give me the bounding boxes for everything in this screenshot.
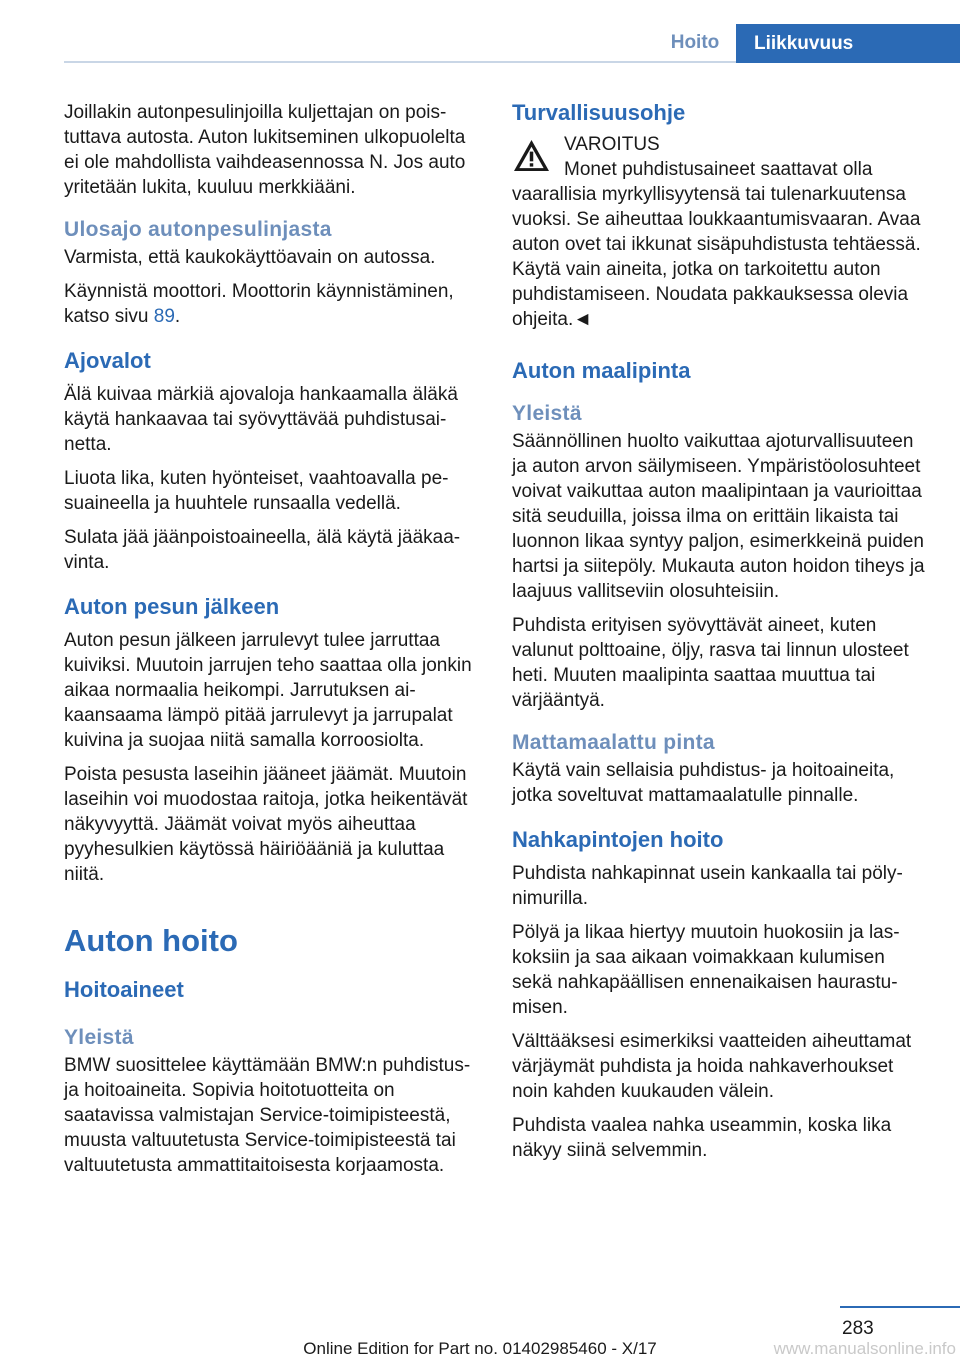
footer-edition: Online Edition for Part no. 01402985460 - X/17 (303, 1339, 657, 1358)
heading-yleista-left: Yleistä (64, 1026, 134, 1049)
nahka-paragraph-3: Välttääksesi esimerkiksi vaatteiden aiheuttamat värjäymät puhdista ja hoida nahkaverhoukset noin kahden kuukauden välein. (512, 1031, 912, 1102)
left-column (64, 100, 482, 1187)
ulosajo-paragraph-2 (64, 279, 482, 329)
footer-rule (840, 1306, 960, 1308)
page-number: 283 (842, 1318, 874, 1339)
heading-maalipinta: Auton maalipinta (512, 358, 691, 383)
heading-ajovalot: Ajovalot (64, 348, 151, 373)
nahka-paragraph-4: Puhdista vaalea nahka useammin, koska lika näkyy siinä selvemmin. (512, 1115, 892, 1161)
ajovalot-paragraph-3: Sulata jää jäänpoistoaineella, älä käytä jääkaavinta. (64, 527, 461, 573)
tab-liikkuvuus[interactable]: Liikkuvuus (736, 24, 960, 63)
tab-hoito[interactable]: Hoito (670, 32, 720, 53)
warning-title: VAROITUS (564, 134, 660, 155)
section-title-auton-hoito: Auton hoito (64, 923, 238, 958)
heading-hoitoaineet: Hoitoaineet (64, 977, 184, 1002)
ajovalot-paragraph-2: Liuota lika, kuten hyönteiset, vaahtoavalla pesuaineella ja huuhtele runsaalla vedellä. (64, 468, 449, 514)
warning-text: vaarallisia myrkyllisyytensä tai tulenarkuutensa vuoksi. Se aiheuttaa loukkaantumisvaaran. Avaa auton ovet tai ikkunat sisäpuhdistusta tehtäessä. Käytä vain aineita, jotka on tarkoitettu auton puhdistamiseen. Noudata pakkauksessa olevia ohjeita.◄ (512, 184, 921, 330)
ulosajo-paragraph-1: Varmista, että kaukokäyttöavain on autossa. (64, 247, 436, 268)
heading-ulosajo: Ulosajo autonpesulinjasta (64, 218, 332, 241)
yleista-left-paragraph: BMW suosittelee käyttämään BMW:n puhdistus- ja hoitoaineita. Sopivia hoitotuotteita on saatavissa valmistajan Service-toimipisteestä, muusta valtuutetusta Service-toimipisteestä tai valtuutetusta ammattitaitoisesta korjaamosta. (64, 1055, 471, 1176)
yleista-right-paragraph-2: Puhdista erityisen syövyttävät aineet, kuten valunut polttoaine, öljy, rasva tai linnun ulosteet heti. Muuten maalipinta saattaa muuttua tai värjääntyä. (512, 615, 909, 711)
nahka-paragraph-1: Puhdista nahkapinnat usein kankaalla tai pölynimurilla. (512, 863, 903, 909)
heading-pesun-jalkeen: Auton pesun jälkeen (64, 594, 280, 619)
warning-text-line-1: Monet puhdistusaineet saattavat olla (564, 159, 873, 180)
heading-yleista-right: Yleistä (512, 402, 582, 425)
nahka-paragraph-2: Pölyä ja likaa hiertyy muutoin huokosiin ja laskoksiin ja saa aikaan voimakkaan kulumisen sekä nahkapäällisen ennenaikaisen haurastumisen. (512, 922, 900, 1018)
ulosajo-text: Käynnistä moottori. Moottorin käynnistäminen, katso sivu (64, 281, 454, 327)
pesun-paragraph-1: Auton pesun jälkeen jarrulevyt tulee jarruttaa kuiviksi. Muutoin jarrujen teho saattaa olla jonkin aikaa normaalia heikompi. Jarrutuksen aikaansaama lämpö pitää jarrulevyt ja jarrupalat kuivina ja suojaa niitä samalla korroosiolta. (64, 630, 472, 751)
warning-box (512, 132, 930, 332)
watermark: www.manualsonline.info (773, 1339, 956, 1358)
page-link-89[interactable]: 89 (153, 306, 175, 327)
intro-paragraph: Joillakin autonpesulinjoilla kuljettajan on poistuttava autosta. Auton lukitseminen ulkopuolelta ei ole mahdollista vaihdeasennossa N. Jos auto yritetään lukita, kuuluu merkkiääni. (64, 102, 466, 198)
ulosajo-period: . (174, 306, 181, 327)
ajovalot-paragraph-1: Älä kuivaa märkiä ajovaloja hankaamalla äläkä käytä hankaavaa tai syövyttävää puhdistusainetta. (64, 384, 458, 455)
yleista-right-paragraph-1: Säännöllinen huolto vaikuttaa ajoturvallisuuteen ja auton arvon säilymiseen. Ympäristöolosuhteet voivat vaikuttaa auton maalipintaan ja vaurioittaa sitä seuduilla, joissa ilma on erittäin likaista tai luonnon likaa syntyy paljon, esimerkkeinä puiden hartsi ja siitepöly. Mukauta auton hoidon tiheys ja laajuus vallitseviin olosuhteisiin. (512, 431, 925, 602)
heading-turvallisuusohje: Turvallisuusohje (512, 100, 686, 125)
heading-nahkapintojen-hoito: Nahkapintojen hoito (512, 827, 724, 852)
heading-mattamaalattu: Mattamaalattu pinta (512, 731, 715, 754)
mattamaalattu-paragraph: Käytä vain sellaisia puhdistus- ja hoitoaineita, jotka soveltuvat mattamaalatulle pinnalle. (512, 760, 895, 806)
pesun-paragraph-2: Poista pesusta laseihin jääneet jäämät. Muutoin laseihin voi muodostaa raitoja, jotka heikentävät näkyvyyttä. Jäämät voivat myös aiheuttaa pyyhesulkien käytössä häiriöääniä ja kuluttaa niitä. (64, 764, 468, 885)
warning-triangle-icon (512, 138, 551, 173)
right-column (512, 100, 930, 1172)
